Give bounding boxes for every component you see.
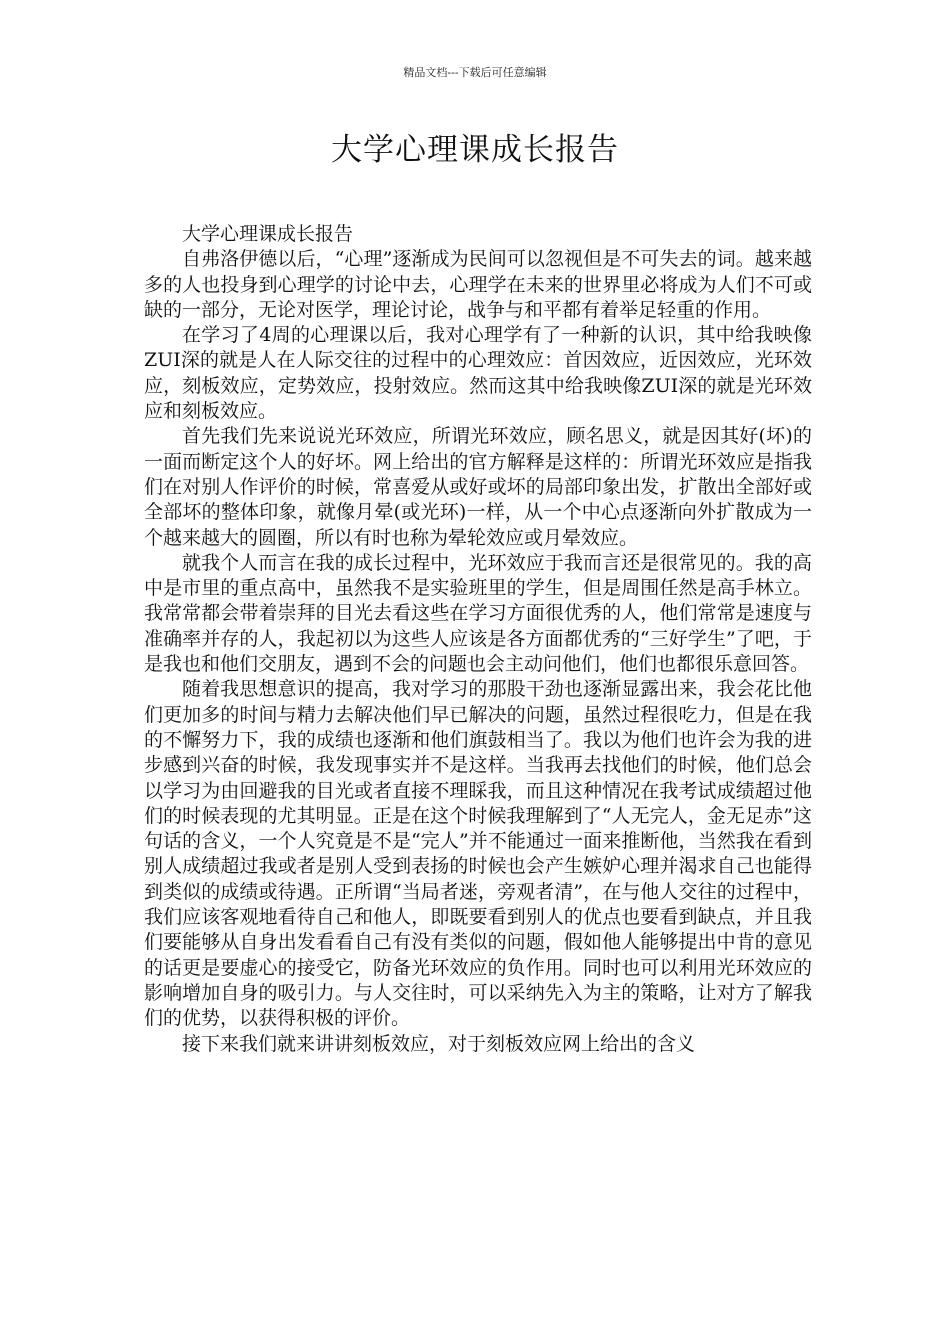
paragraph: 首先我们先来说说光环效应，所谓光环效应，顾名思义，就是因其好(坏)的一面而断定这个人的好坏。网上给出的官方解释是这样的：所谓光环效应是指我们在对别人作评价的时候，常喜爱从或好或坏的局部印象出发，扩散出全部好或全部坏的整体印象，就像月晕(或光环)一样，从一个中心点逐渐向外扩散成为一个越来越大的圆圈，所以有时也称为晕轮效应或月晕效应。 — [144, 425, 812, 549]
document-title: 大学心理课成长报告 — [331, 132, 619, 168]
paragraph: 随着我思想意识的提高，我对学习的那股干劲也逐渐显露出来，我会花比他们更加多的时间与精力去解决他们早已解决的问题，虽然过程很吃力，但是在我的不懈努力下，我的成绩也逐渐和他们旗鼓相当了。我以为他们也许会为我的进步感到兴奋的时候，我发现事实并不是这样。当我再去找他们的时候，他们总会以学习为由回避我的目光或者直接不理睬我，而且这种情况在我考试成绩超过他们的时候表现的尤其明显。正是在这个时候我理解到了“人无完人，金无足赤”这句话的含义，一个人究竟是不是“完人”并不能通过一面来推断他，当然我在看到别人成绩超过我或者是别人受到表扬的时候也会产生嫉妒心理并渴求自己也能得到类似的成绩或待遇。正所谓“当局者迷，旁观者清”，在与他人交往的过程中，我们应该客观地看待自己和他人，即既要看到别人的优点也要看到缺点，并且我们要能够从自身出发看看自己有没有类似的问题，假如他人能够提出中肯的意见的话更是要虚心的接受它，防备光环效应的负作用。同时也可以利用光环效应的影响增加自身的吸引力。与人交往时，可以采纳先入为主的策略，让对方了解我们的优势，以获得积极的评价。 — [144, 678, 812, 1030]
paragraph: 在学习了4周的心理课以后，我对心理学有了一种新的认识，其中给我映像ZUI深的就是人在人际交往的过程中的心理效应：首因效应，近因效应，光环效应，刻板效应，定势效应，投射效应。然而这其中给我映像ZUI深的就是光环效应和刻板效应。 — [144, 324, 812, 423]
paragraph: 就我个人而言在我的成长过程中，光环效应于我而言还是很常见的。我的高中是市里的重点高中，虽然我不是实验班里的学生，但是周围任然是高手林立。我常常都会带着崇拜的目光去看这些在学习方面很优秀的人，他们常常是速度与准确率并存的人，我起初以为这些人应该是各方面都优秀的“三好学生”了吧，于是我也和他们交朋友，遇到不会的问题也会主动问他们，他们也都很乐意回答。 — [144, 551, 812, 676]
header-note: 精品文档---下载后可任意编辑 — [403, 66, 547, 79]
paragraph: 大学心理课成长报告 — [182, 223, 354, 245]
paragraph: 自弗洛伊德以后，“心理”逐渐成为民间可以忽视但是不可失去的词。越来越多的人也投身到心理学的讨论中去，心理学在未来的世界里必将成为人们不可或缺的一部分，无论对医学，理论讨论，战争与和平都有着举足轻重的作用。 — [144, 248, 812, 321]
document-body — [144, 222, 812, 1057]
paragraph: 接下来我们就来讲讲刻板效应，对于刻板效应网上给出的含义 — [182, 1032, 696, 1055]
